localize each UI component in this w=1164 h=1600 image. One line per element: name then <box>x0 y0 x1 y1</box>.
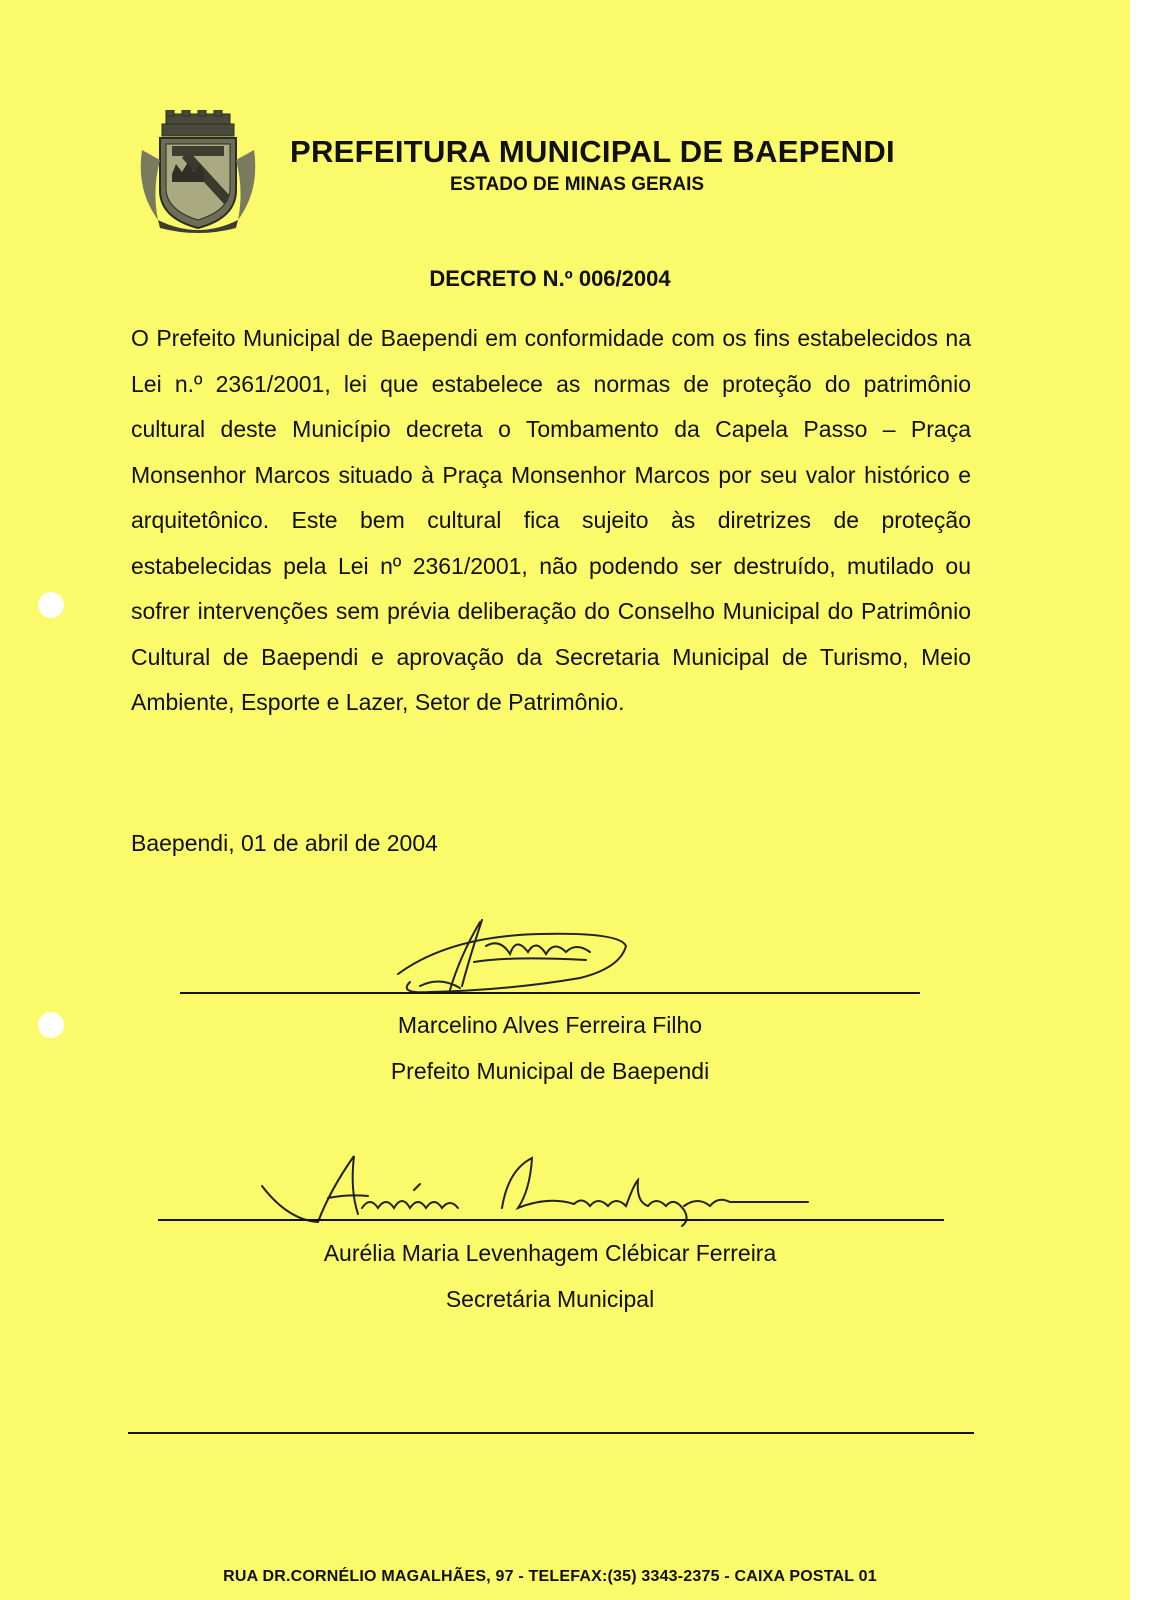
decree-body: O Prefeito Municipal de Baependi em conformidade com os fins estabelecidos na Lei n.º 2361/2001, lei que estabelece as normas de proteção do patrimônio cultural deste Município decreta o Tombamento da Capela Passo – Praça Monsenhor Marcos situado à Praça Monsenhor Marcos por seu valor histórico e arquitetônico. Este bem cultural fica sujeito às diretrizes de proteção estabelecidas pela Lei nº 2361/2001, não podendo ser destruído, mutilado ou sofrer intervenções sem prévia deliberação do Conselho Municipal do Patrimônio Cultural de Baependi e aprovação da Secretaria Municipal de Turismo, Meio Ambiente, Esporte e Lazer, Setor de Patrimônio. <box>131 325 971 715</box>
signature-line <box>180 992 920 994</box>
footer-divider <box>128 1432 974 1434</box>
page-edge <box>1130 0 1164 1600</box>
coat-of-arms-icon <box>138 110 258 234</box>
decree-date: Baependi, 01 de abril de 2004 <box>131 830 438 856</box>
footer-address: RUA DR.CORNÉLIO MAGALHÃES, 97 - TELEFAX:(35) 3343-2375 - CAIXA POSTAL 01 <box>223 1568 877 1585</box>
signatory-role: Prefeito Municipal de Baependi <box>390 1058 710 1084</box>
signatory-name: Marcelino Alves Ferreira Filho <box>397 1012 703 1038</box>
secretary-signature <box>258 1150 828 1230</box>
punch-hole <box>38 592 64 618</box>
header-title: PREFEITURA MUNICIPAL DE BAEPENDI <box>290 134 895 169</box>
signatory-name: Aurélia Maria Levenhagem Clébicar Ferreira <box>323 1240 777 1266</box>
signature-line <box>158 1219 944 1221</box>
header-subtitle: ESTADO DE MINAS GERAIS <box>450 174 705 195</box>
decree-heading: DECRETO N.º 006/2004 <box>429 266 671 291</box>
signatory-role: Secretária Municipal <box>445 1286 655 1312</box>
